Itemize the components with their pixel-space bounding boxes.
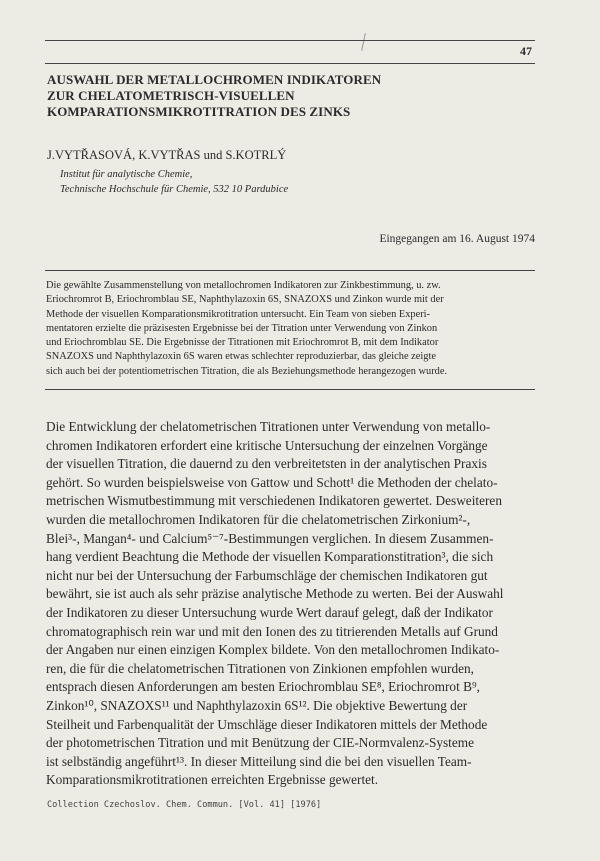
abstract-line: SNAZOXS und Naphthylazoxin 6S waren etwas schlechter reproduzierbar, das gleiche zeigte [46, 351, 436, 363]
body-line: gehört. So wurden beispielsweise von Gattow und Schott¹ die Methoden der chelato- [46, 474, 498, 490]
abstract-line: und Eriochromblau SE. Die Ergebnisse der Titrationen mit Eriochromrot B, mit dem Indikator [46, 337, 439, 349]
body-line: Komparationsmikrotitrationen erreichten Ergebnisse gewertet. [46, 772, 379, 788]
received-date: Eingegangen am 16. August 1974 [379, 233, 535, 245]
header-rule [45, 63, 535, 64]
abstract-line: sich auch bei der potentiometrischen Titration, die als Beziehungsmethode herangezogen wurde. [46, 365, 448, 377]
body-line: der visuellen Titration, die dauernd zu den verbreitetsten in der analytischen Praxis [46, 456, 487, 472]
abstract-bottom-rule [45, 389, 535, 390]
body-line: Blei³-, Mangan⁴- und Calcium⁵⁻⁷-Bestimmungen verglichen. In diesem Zusammen- [46, 530, 494, 546]
abstract [46, 279, 535, 379]
body-text [46, 418, 536, 790]
page-number: 47 [520, 44, 532, 58]
authors: J.VYTŘASOVÁ, K.VYTŘAS und S.KOTRLÝ [47, 148, 287, 162]
title-line: ZUR CHELATOMETRISCH-VISUELLEN [47, 88, 295, 103]
affiliation-line: Technische Hochschule für Chemie, 532 10 Pardubice [60, 184, 289, 195]
body-line: der photometrischen Titration und mit Benützung der CIE-Normvalenz-Systeme [46, 735, 475, 751]
body-line: bewährt, sie ist auch als sehr präzise analytische Methode zu werten. Bei der Auswahl [46, 586, 504, 602]
affiliation-line: Institut für analytische Chemie, [60, 169, 193, 180]
abstract-top-rule [45, 270, 535, 271]
top-rule [45, 40, 535, 41]
body-line: Die Entwicklung der chelatometrischen Titrationen unter Verwendung von metallo- [46, 419, 491, 434]
journal-footer: Collection Czechoslov. Chem. Commun. [Vol. 41] [1976] [47, 800, 322, 810]
body-line: hang verdient Beachtung die Methode der visuellen Komparationstitration³, die sich [46, 549, 494, 565]
abstract-line: Die gewählte Zusammenstellung von metallochromen Indikatoren zur Zinkbestimmung, u. zw. [46, 280, 441, 291]
body-line: chromen Indikatoren erfordert eine kritische Untersuchung der einzelnen Vorgänge [46, 437, 488, 453]
body-line: ren, die für die chelatometrischen Titrationen von Zinkionen empfohlen wurden, [46, 660, 474, 676]
abstract-line: Eriochromrot B, Eriochromblau SE, Naphthylazoxin 6S, SNAZOXS und Zinkon wurde mit der [46, 294, 444, 306]
title-line: AUSWAHL DER METALLOCHROMEN INDIKATOREN [47, 72, 382, 87]
pen-mark [361, 33, 366, 51]
body-line: Steilheit und Farbenqualität der Umschläge dieser Indikatoren mittels der Methode [46, 716, 488, 732]
body-line: nicht nur bei der Untersuchung der Farbumschläge der chemischen Indikatoren gut [46, 567, 488, 583]
body-line: der Indikatoren zu dieser Untersuchung wurde Wert darauf gelegt, daß der Indikator [46, 604, 493, 620]
affiliation [60, 167, 288, 197]
body-line: entsprach diesen Anforderungen am besten Eriochromblau SE⁸, Eriochromrot B⁹, [46, 679, 480, 695]
body-line: wurden die metallochromen Indikatoren für die chelatometrischen Zirkonium²-, [46, 511, 471, 527]
abstract-line: Methode der visuellen Komparationsmikrotitration untersucht. Ein Team von sieben Experi- [46, 308, 431, 320]
body-line: Zinkon¹⁰, SNAZOXS¹¹ und Naphthylazoxin 6S¹². Die objektive Bewertung der [46, 697, 468, 713]
body-line: ist selbständig angeführt¹³. In dieser Mitteilung sind die bei den visuellen Team- [46, 753, 472, 769]
abstract-line: mentatoren erzielte die präzisesten Ergebnisse bei der Titration unter Verwendung von Zinkon [46, 322, 438, 334]
article-title [47, 72, 381, 120]
body-line: chromatographisch rein war und mit den Ionen des zu titrierenden Metalls auf Grund [46, 623, 498, 639]
title-line: KOMPARATIONSMIKROTITRATION DES ZINKS [47, 104, 351, 119]
body-line: der Angaben nur einen einzigen Komplex bildete. Von den metallochromen Indikato- [46, 642, 500, 658]
body-line: metrischen Wismutbestimmung mit verschiedenen Indikatoren gewertet. Desweiteren [46, 493, 502, 509]
